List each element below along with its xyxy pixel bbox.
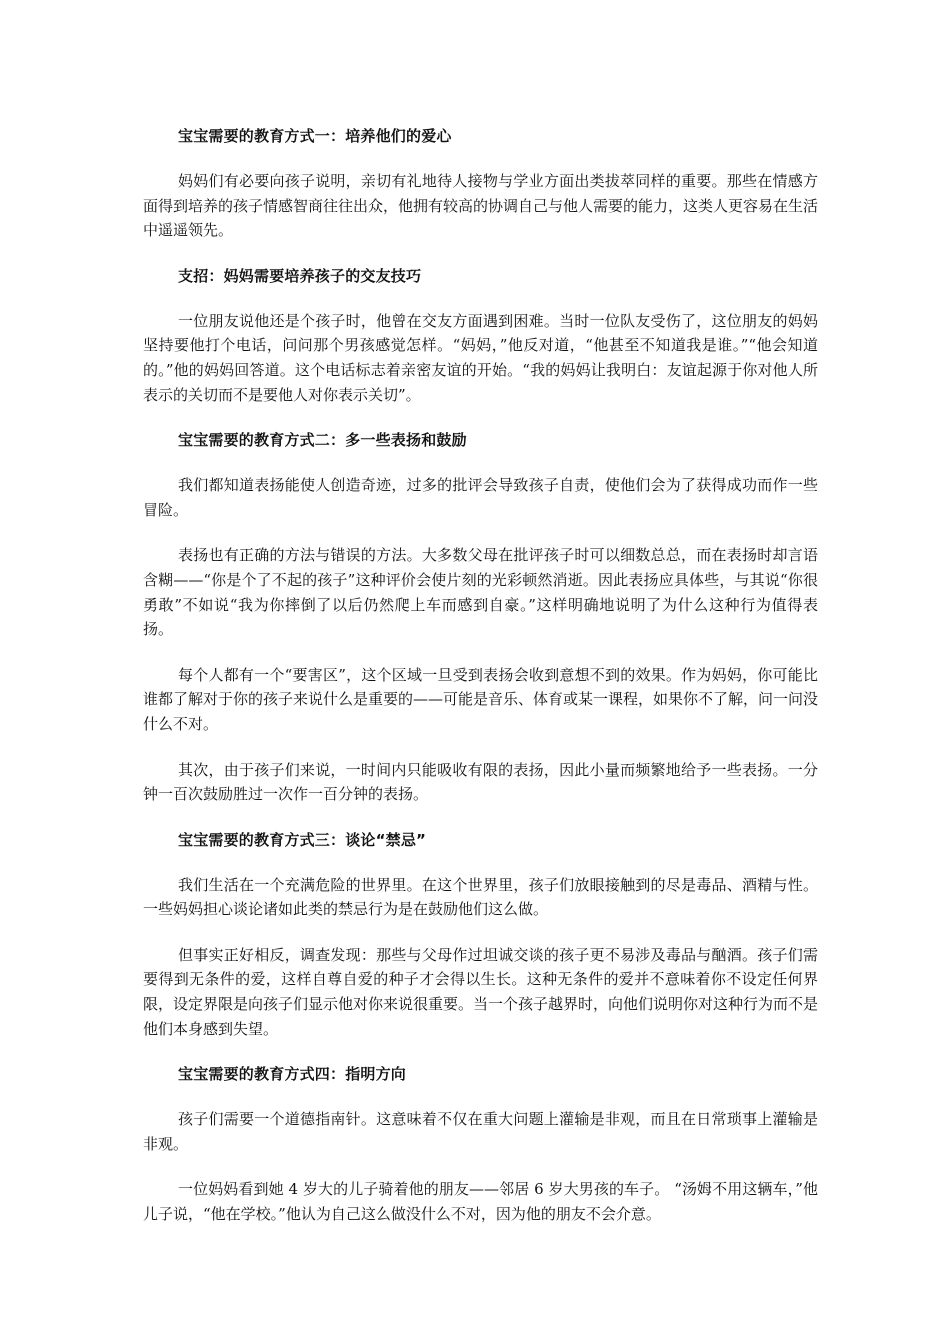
- body-paragraph: 我们生活在一个充满危险的世界里。在这个世界里，孩子们放眼接触到的尽是毒品、酒精与性。一些妈妈担心谈论诸如此类的禁忌行为是在鼓励他们这么做。: [143, 875, 818, 919]
- body-paragraph: 表扬也有正确的方法与错误的方法。大多数父母在批评孩子时可以细数总总，而在表扬时却言语含糊——“你是个了不起的孩子”这种评价会使片刻的光彩顿然消逝。因此表扬应具体些，与其说“你很勇敢”不如说“我为你摔倒了以后仍然爬上车而感到自豪。”这样明确地说明了为什么这种行为值得表扬。: [143, 546, 818, 639]
- body-paragraph: 其次，由于孩子们来说，一时间内只能吸收有限的表扬，因此小量而频繁地给予一些表扬。一分钟一百次鼓励胜过一次作一百分钟的表扬。: [143, 760, 818, 804]
- section-heading: 宝宝需要的教育方式一：培养他们的爱心: [178, 127, 452, 145]
- body-paragraph: 一位妈妈看到她 4 岁大的儿子骑着他的朋友——邻居 6 岁大男孩的车子。 “汤姆不用这辆车，”他儿子说，“他在学校。”他认为自己这么做没什么不对，因为他的朋友不会介意。: [143, 1180, 818, 1224]
- body-paragraph: 但事实正好相反，调查发现：那些与父母作过坦诚交谈的孩子更不易涉及毒品与酗酒。孩子们需要得到无条件的爱，这样自尊自爱的种子才会得以生长。这种无条件的爱并不意味着你不设定任何界限，设定界限是向孩子们显示他对你来说很重要。当一个孩子越界时，向他们说明你对这种行为而不是他们本身感到失望。: [143, 945, 819, 1038]
- body-paragraph: 一位朋友说他还是个孩子时，他曾在交友方面遇到困难。当时一位队友受伤了，这位朋友的妈妈坚持要他打个电话，问问那个男孩感觉怎样。“妈妈，”他反对道，“他甚至不知道我是谁。”“他会知道的。”他的妈妈回答道。这个电话标志着亲密友谊的开始。“我的妈妈让我明白：友谊起源于你对他人所表示的关切而不是要他人对你表示关切”。: [143, 311, 818, 404]
- section-heading: 宝宝需要的教育方式三：谈论“禁忌”: [178, 830, 427, 849]
- section-heading: 宝宝需要的教育方式二：多一些表扬和鼓励: [178, 431, 467, 450]
- body-paragraph: 我们都知道表扬能使人创造奇迹，过多的批评会导致孩子自责，使他们会为了获得成功而作一些冒险。: [143, 476, 818, 519]
- document-page: [143, 124, 818, 1248]
- section-heading: 宝宝需要的教育方式四：指明方向: [178, 1065, 407, 1084]
- section-heading: 支招：妈妈需要培养孩子的交友技巧: [178, 266, 422, 285]
- body-paragraph: 每个人都有一个“要害区”，这个区域一旦受到表扬会收到意想不到的效果。作为妈妈，你可能比谁都了解对于你的孩子来说什么是重要的——可能是音乐、体育或某一课程，如果你不了解，问一问没什么不对。: [143, 665, 819, 733]
- body-paragraph: 孩子们需要一个道德指南针。这意味着不仅在重大问题上灌输是非观，而且在日常琐事上灌输是非观。: [143, 1110, 818, 1153]
- body-paragraph: 妈妈们有必要向孩子说明，亲切有礼地待人接物与学业方面出类拔萃同样的重要。那些在情感方面得到培养的孩子情感智商往往出众，他拥有较高的协调自己与他人需要的能力，这类人更容易在生活中遥遥领先。: [143, 172, 819, 240]
